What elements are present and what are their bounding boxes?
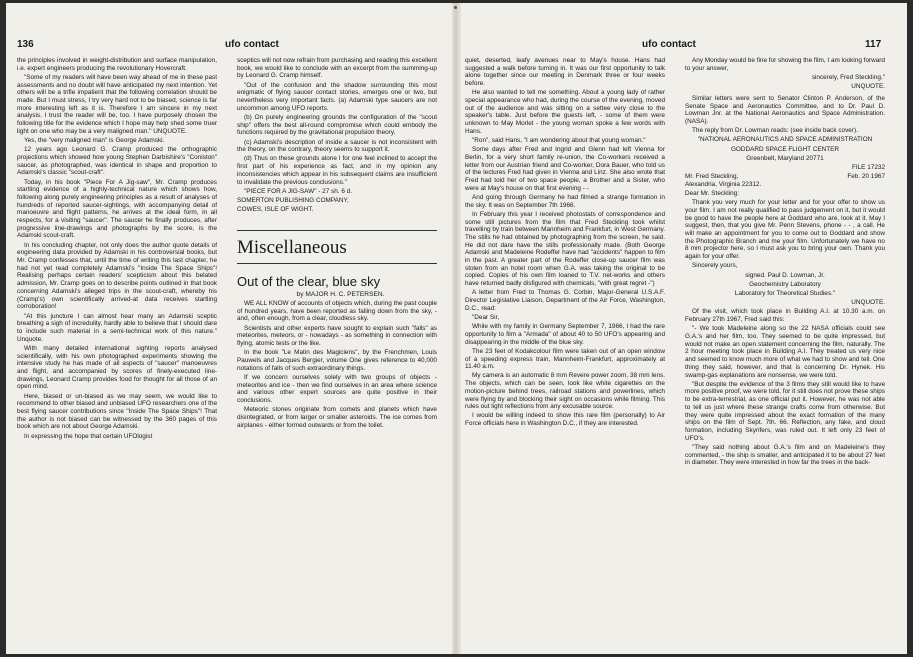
left-page-number: 136 [17, 39, 34, 50]
paragraph: quiet, deserted, leafy avenues near to May's house. Hans had suggested a walk before turning in. It was our first opportunity to talk alone together since our meeting in Denmark three or four weeks before. [465, 57, 665, 88]
book-reference-line: COWES, ISLE OF WIGHT. [237, 206, 314, 214]
salutation: Dear Mr. Steckling: [685, 190, 739, 198]
column-1 [17, 57, 217, 649]
signature-line: sincerely, Fred Steckling." [811, 73, 885, 81]
letter-date: Feb. 20 1967 [847, 173, 885, 181]
paragraph: In the book "Le Matin des Magiciens", by the Frenchmen, Louis Pauwels and Jacques Bergier, volume One gives reference to 40,000 notations of falls of such extraordinary things. [237, 349, 437, 372]
paragraph: With many detailed international sighting reports analysed scientifically, with his own photographed experiments showing the intensive study he has made of all aspects of "saucer" manoeuvres and flight, and accompanied by scores of finely-executed line-drawings, Leonard Cramp provides food for thought for all those of an open mind. [17, 344, 217, 391]
paragraph: Today, in his book "Piece For A Jig-saw", Mr. Cramp produces startling evidence of a highly-technical nature which shows how, following along purely engineering principles as a result of analyses of hundreds of reported saucer-sightings, with accompanying detail of manoeuvre and flight patterns, he arrives at the ideal form, in all respects, for a visiting "saucer". The saucer he finally produces, after progressive line-drawings and photographs by the score, is the Adamski scout-craft. [17, 178, 217, 240]
paragraph: In his concluding chapter, not only does the author quote details of engineering data provided by Adamski in his controversial books, but Mr. Cramp confesses that, until the time of writing this last chapter, he had not yet read completely Adamski's "Inside The Space Ships"! Realising perhaps certain readers' scepticism about this belated admission, Mr. Cramp goes on to describe points outlined in that book concerning Adamski's alleged trips in the scout-craft, whereby his (Cramp's) own scientifically arrived-at data receives startling corroboration! [17, 241, 217, 311]
list-text: On purely engineering grounds the configuration of the "scout ship" offers the best all-round compromise which could embody the functions required by the gravitational propulsion theory. [237, 113, 437, 137]
left-running-head: ufo contact [225, 39, 279, 50]
paragraph: Scientists and other experts have sought to explain such "falls" as meteorites, meteors, or - nowadays - as something in connection with flying, atomic tests or the like. [237, 324, 437, 348]
column-4 [685, 57, 885, 649]
recipient-address: Alexandria, Virginia 22312. [685, 180, 762, 188]
list-marker: (d) [244, 155, 252, 163]
list-text: Adamski's description of inside a saucer is not inconsistent with the theory, on the contrary, theory seems to support it. [237, 138, 437, 154]
paragraph: "But despite the evidence of the 3 films they still would like to have more positive proof, we were told, for it still does not prove these ships to be extra-terrestrial, as one official put it. However, he was not able to tell us just where these strange crafts come from otherwise. But they were quite impressed about the exact formation of the many ships on the film of Sept. 7th. 66. Reflection, any fake, and cloud formation, including Skyrifers, was ruled out. It left only 23 feet of UFO's. [685, 380, 885, 442]
list-item [237, 155, 437, 186]
paragraph: Here, biased or un-biased as we may seem, we would like to recommend to other biased and unbiased UFO researchers one of the best flying saucer contributions since "Inside The Space Ships"! That the author is not biased can be witnessed by the 360 pages of this book which are not about George Adamski. [17, 392, 217, 431]
paragraph: Some days after Fred and Ingrid and Glenn had left Vienna for Berlin, for a very short family re-union, the Co-workers received a letter from our Austrian friend and Co-worker, Dora Bauer, who told us of the lectures Fred had given in Vienna and Linz. She also wrote that Fred had told her of two space people, a Brother and a Sister, who were at May's house on that first evening - - [465, 146, 665, 192]
signature-line: Laboratory for Theoretical Studies." [734, 289, 836, 297]
left-page [6, 3, 454, 654]
right-running-head: ufo contact [642, 39, 696, 50]
book-reference-line: SOMERTON PUBLISHING COMPANY, [237, 196, 349, 204]
paragraph: "They said nothing about G.A.'s film and on Madeleine's they commented, - the ship is smaller, and anticipated it to be about 27 feet in diameter. They were interested in how far the trees in the back- [685, 443, 885, 467]
paragraph: 12 years ago Leonard G. Cramp produced the orthographic projections which showed how young Stephen Darbishire's "Coniston" saucer, as photographed, was identical in shape and proportion to Adamski's classic "scout-craft". [17, 146, 217, 177]
paragraph: "At this juncture I can almost hear many an Adamski sceptic breathing a sigh of incredulity, hardly able to believe that I should dare to include such material in a semi-technical work of this nature." Unquote. [17, 312, 217, 343]
book-reference-line: "PIECE FOR A JIG-SAW" - 27 sh. 6 d. [244, 187, 352, 195]
paragraph: My camera is an automatic 8 mm Revere power zoom, 38 mm lens. The objects, which can be seen, look like white cigarettes on the motion-picture behind trees, railroad stations and powerlines, which were flying by and blocking their sight on occasions while filming. This rules out light reflections from any excusable source. [465, 372, 665, 411]
paragraph: Yes, the "very maligned man" is George Adamski. [24, 137, 165, 145]
paragraph: "Dear Sir, [472, 314, 500, 321]
article-title: Out of the clear, blue sky [237, 273, 381, 289]
paragraph: "Out of the confusion and the shadow surrounding this most enigmatic of flying saucer contact stories, emerges one or two, but nevertheless very important facts. (a) Adamski type saucers are not uncommon among UFO reports. [237, 81, 437, 112]
paragraph: "- We took Madeleine along so the 22 NASA officials could see G.A.'s and her film, too. They seemed to be quite impressed, but would not make an open statement concerning the film, naturally. The 2 hour meeting took place in Building A.I. They treated us very nice and seemed to know much more of what we had to show and tell. One thing they said, however, and that is concerning Dr. Hynek. His swamp-gas explanations are nonsense, we were told. [685, 325, 885, 379]
paragraph: "Ron", said Hans, "I am wondering about that young woman." [472, 137, 646, 145]
registration-mark [454, 6, 457, 9]
paragraph: WE ALL KNOW of accounts of objects which, during the past couple of hundred years, have been reported as falling down from the sky, - and, often enough, from a clear, cloudless sky. [237, 300, 437, 323]
paragraph: The 23 feet of Kodakcolour film were taken out of an open window of a speeding express train, Mannheim-Frankfurt, approximately at 11.40 a.m. [465, 347, 665, 371]
section-rule-bottom [237, 263, 437, 264]
closing: Sincerely yours, [692, 262, 738, 270]
paragraph: He also wanted to tell me something. About a young lady of rather special appearance who had, during the course of the evening, moved out of the audience and was sitting on a settee very close to the speaker's table. Just before the guests left, - some of them were unknown to May Morlet - the young woman spoke a few words with Hans. [465, 89, 665, 135]
paragraph: While with my family in Germany September 7, 1966, I had the rare opportunity to film a "Armada" of about 40 to 50 UFO's appearing and disappearing in the middle of the blue sky. [465, 323, 665, 346]
list-marker: (c) [244, 138, 252, 146]
right-page [459, 3, 907, 654]
list-item [237, 114, 437, 137]
paragraph: I would be willing indeed to show this rare film (personally) to Air Force officials here in Washington D.C., if they are interested. [465, 412, 665, 428]
section-title: Miscellaneous [237, 236, 347, 258]
paragraph: In February this year I received photostats of correspondence and some still pictures from the film that Fred Steckling took whilst travelling by train between Mannheim and Frankfurt, in West Germany. The stills he had obtained by photographing from the screen, he said. He did not dare have the stills professionally made. (Both George Adamski and Madeleine Rodeffer have had "accidents" happen to film in the past. A greater part of the Rodeffer close-up saucer film was stolen from an hotel room when G.A. was taking the original to be copied. Copies of his own film loaned to T.V. net-works and others have returned badly disfigured with chemicals, "with great regret -") [465, 210, 665, 288]
recipient-name: Mr. Fred Steckling, [685, 173, 739, 181]
summary-list [237, 114, 437, 186]
list-marker: (b) [244, 113, 252, 121]
column-2 [237, 57, 437, 649]
address-date-row [685, 173, 885, 181]
letterhead-line: "NATIONAL AERONAUTICS AND SPACE ADMINISTRATION [697, 136, 873, 144]
signature-line: Geochemistry Laboratory [749, 280, 821, 288]
unquote-line: UNQUOTE. [851, 83, 885, 91]
paragraph: In expressing the hope that certain UFOlogist [24, 432, 153, 440]
paragraph: Any Monday would be fine for showing the film, I am looking forward to your answer, [685, 57, 885, 72]
list-item [237, 139, 437, 154]
list-text: Thus on these grounds alone I for one feel inclined to accept the first part of his experience as fact, and in my opinion any inconsistencies which appear in his subsequent claims are insufficient to invalidate the previous conclusions." [237, 155, 437, 186]
magazine-spread [6, 3, 907, 654]
paragraph: Of the visit, which took place in Building A.I. at 10.30 a.m. on February 27th 1967, Fred said this: [685, 308, 885, 324]
paragraph: The reply from Dr. Lowman reads: (see inside back cover). [692, 127, 858, 135]
article-byline: by MAJOR H. C. PETERSEN. [296, 290, 385, 298]
paragraph: If we concern ourselves solely with two groups of objects - meteorites and ice - then we find ourselves in an area where science and various other expert sources are quite positive in their conclusions. [237, 373, 437, 404]
paragraph: A letter from Fred to Thomas G. Corbin, Major-General U.S.A.F. Director Legislative Liaison, Department of the Air Force, Washington, D.C., read: [465, 289, 665, 312]
right-page-number: 117 [865, 39, 882, 50]
unquote-line: UNQUOTE. [851, 299, 885, 307]
section-rule-top [237, 230, 437, 231]
paragraph: And going through Germany he had filmed a strange formation in the sky. It was on September 7th 1966. [465, 193, 665, 209]
column-3 [465, 57, 665, 649]
paragraph: sceptics will not now refrain from purchasing and reading this excellent book, we would like to conclude with an excerpt from the summing-up by Leonard G. Cramp himself. [237, 57, 437, 80]
signature-line: signed. Paul D. Lowman, Jr. [745, 271, 825, 279]
paragraph: Similar letters were sent to Senator Clinton P. Anderson, of the Senate Space and Aeronautics Committee, and to Dr. Paul D. Lowman Jnr. at the National Aeronautics and Space Administration. (NASA). [685, 94, 885, 125]
letterhead-line: Greenbelt, Maryland 20771 [746, 154, 824, 162]
paragraph: "Some of my readers will have been way ahead of me in these past assessments and no doubt will have anticipated my next intention. Yet others will be a trifle impatient that the following correlation should be made. But I must stress, I try very hard not to be biased, science is far more interesting left as it is. Therefore I am sincere in my next analysis. I trust the reader will be, too. I have purposely chosen the following title for the evidence which I hope may help shed some truer light on one who may be a very maligned man." UNQUOTE. [17, 73, 217, 135]
paragraph: Meteoric stones originate from comets and planets which have disintegrated, or from larger or smaller asteroids. The ice comes from airplanes - either formed outwards or from the toilet. [237, 406, 437, 429]
file-number: FILE 17232 [851, 163, 885, 171]
letterhead-line: GODDARD SPACE FLIGHT CENTER [730, 145, 840, 153]
paragraph: the principles involved in weight-distribution and surface manipulation, i.e. expert engineers producing the revolutionary Hovercraft. [17, 57, 217, 72]
paragraph: Thank you very much for your letter and for your offer to show us your film. I am not really qualified to pass judgement on it, but it would be good to have the people here at Goddard who are, look at it. May I suggest, then, that you give Mr. Penn Stevens, phone - - , a call. He will make an appointment for you to come out to Goddard and show the Photographic Branch and me your film. Unfortunately we have no 8 mm projector here, so I must ask you to bring your own. Thank you again for your offer. [685, 199, 885, 261]
